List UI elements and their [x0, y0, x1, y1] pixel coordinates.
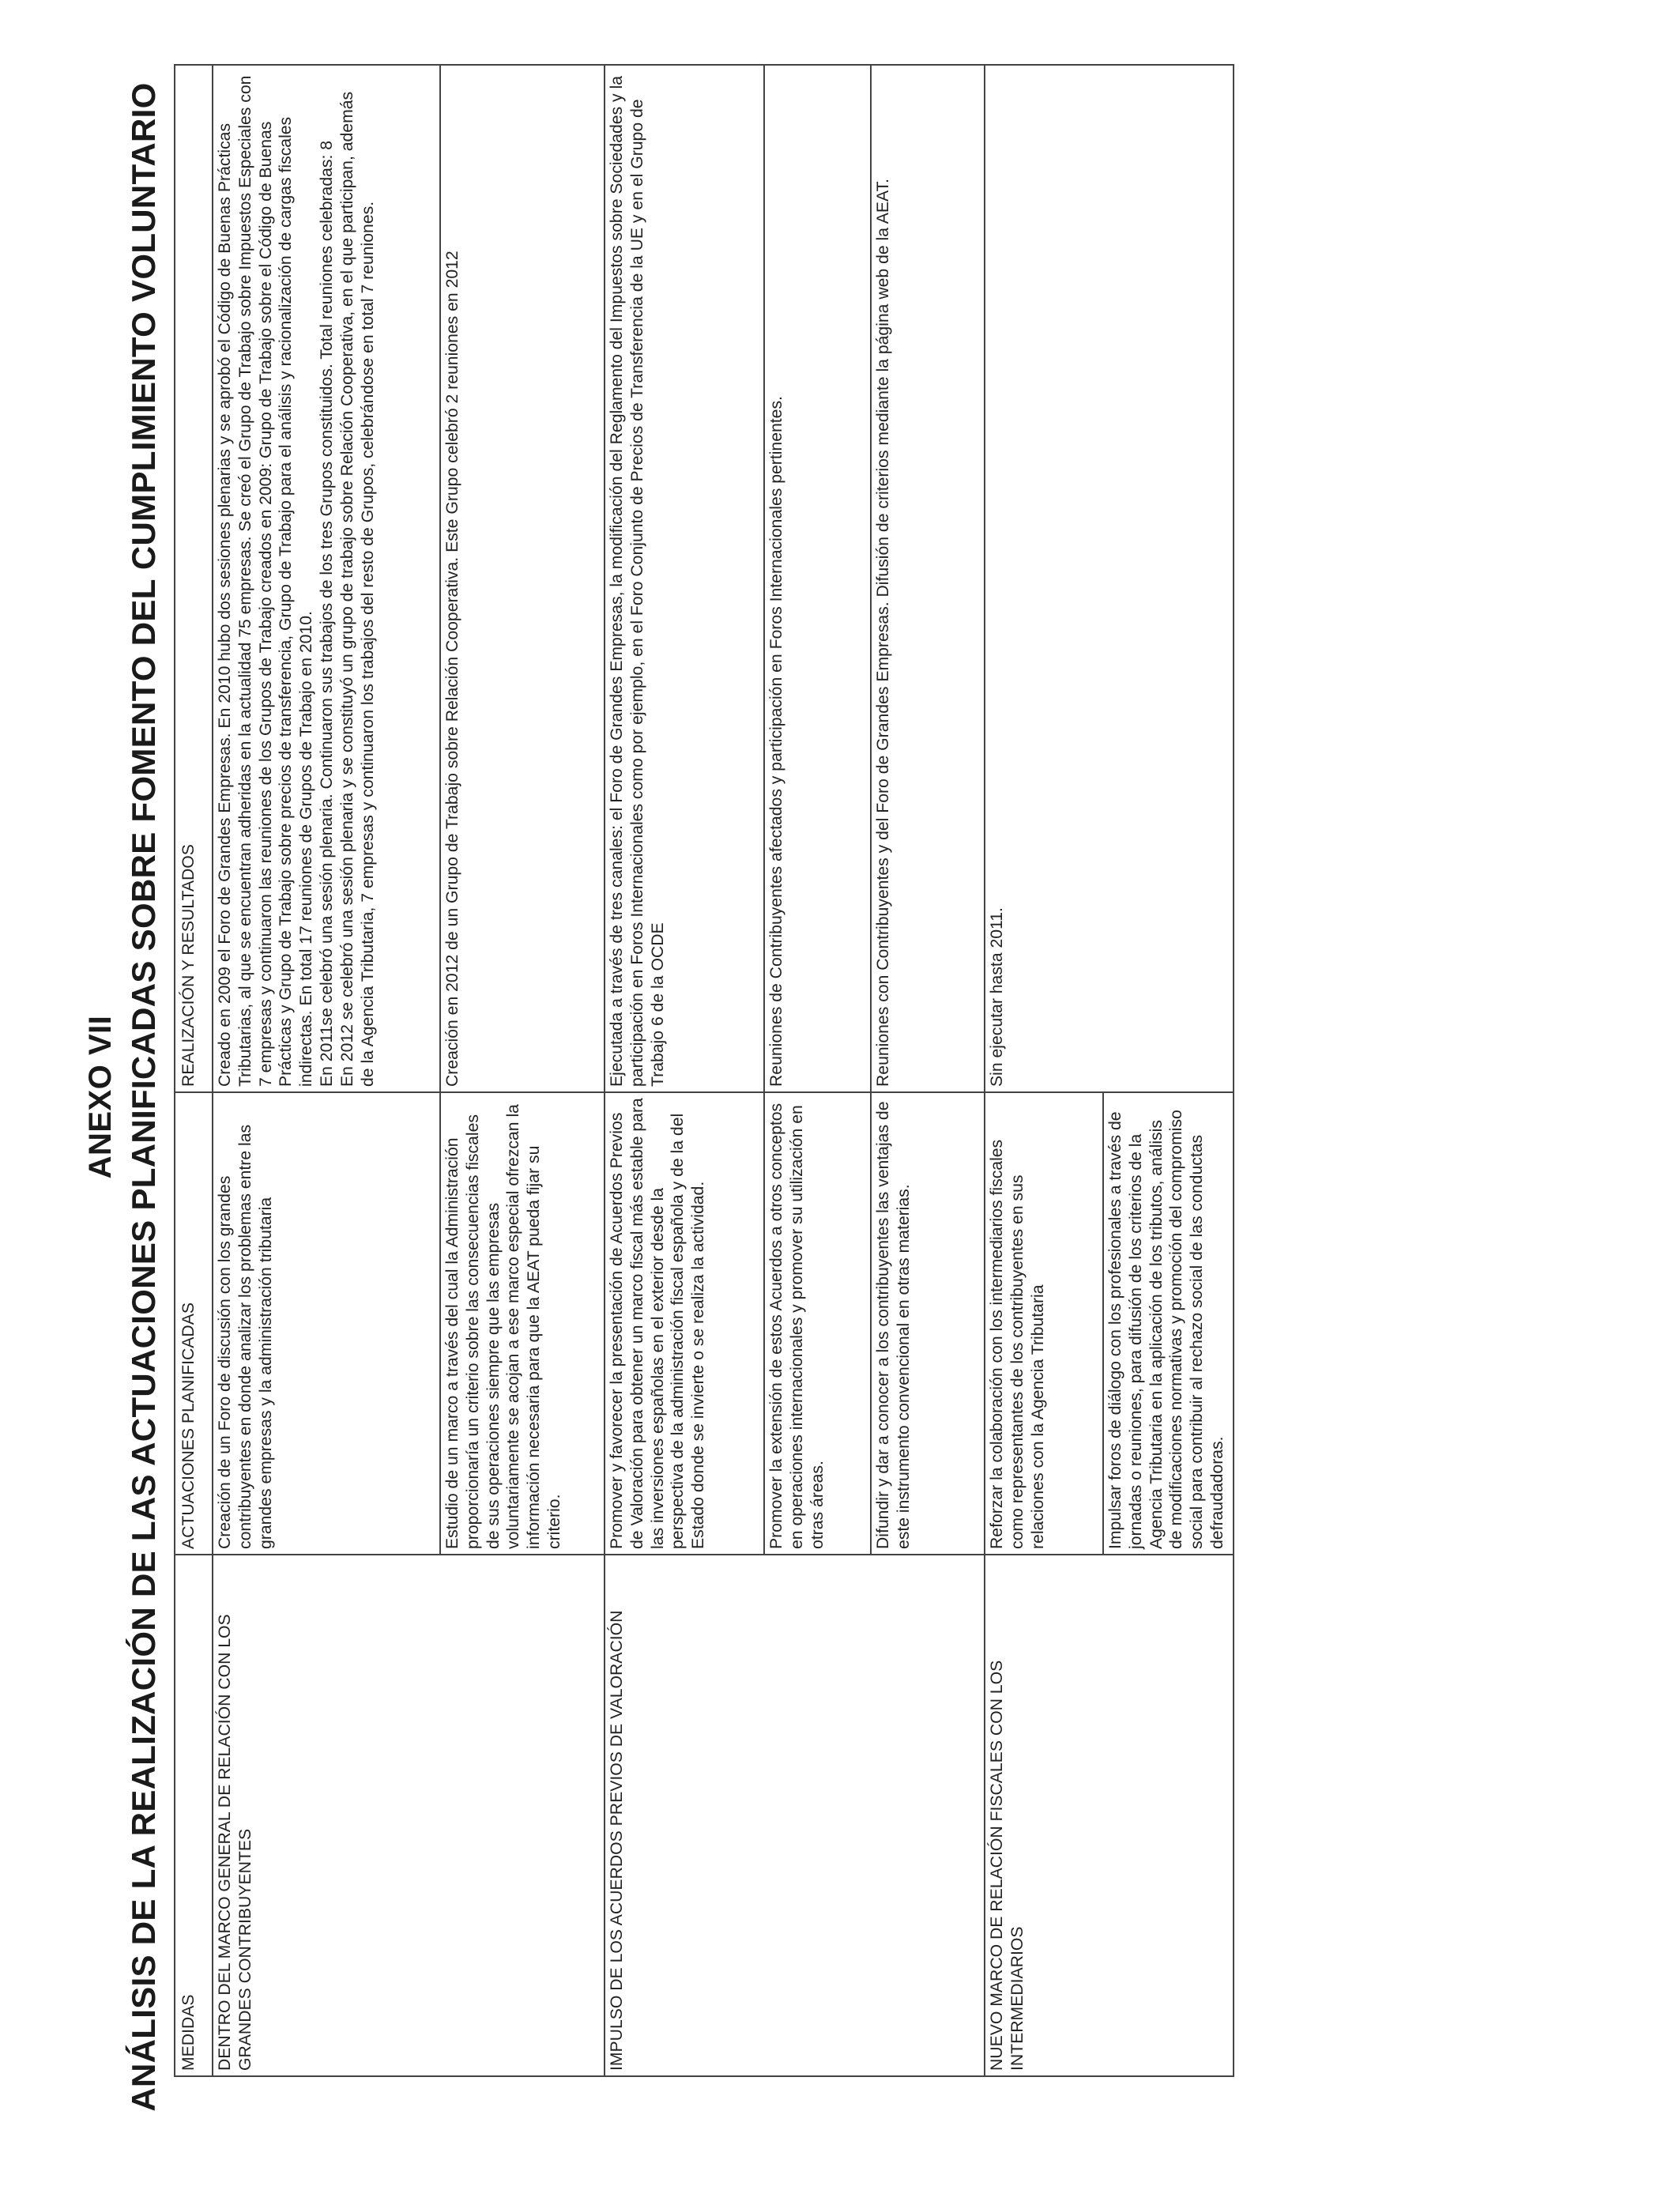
column-header-results: REALIZACIÓN Y RESULTADOS [175, 65, 213, 1092]
result-cell: Ejecutada a través de tres canales: el Foro de Grandes Empresas, la modificación del Reglamento del Impuestos sobre Sociedades y la participación en Foros Internacionales como por ejemplo, en el Foro Conjunto de Precios de Transferencia de la UE y en el Grupo de Trabajo 6 de la OCDE [605, 65, 764, 1092]
column-header-measures: MEDIDAS [175, 1555, 213, 2076]
action-cell: Promover y favorecer la presentación de Acuerdos Previos de Valoración para obtener un marco fiscal más estable para las inversiones españolas en el exterior desde la perspectiva de la administración fiscal española y de la del Estado donde se invierte o se realiza la actividad. [605, 1092, 764, 1555]
result-cell: Creado en 2009 el Foro de Grandes Empresas. En 2010 hubo dos sesiones plenarias y se aprobó el Código de Buenas Prácticas Tributarias, al que se encuentran adheridas en la actualidad 75 empresas. Se creó el Grupo de Trabajo sobre Impuestos Especiales con 7 empresas y continuaron las reuniones de los Grupos de Trabajo creados en 2009: Grupo de Trabajo sobre el Código de Buenas Prácticas y Grupo de Trabajo sobre precios de transferencia, Grupo de Trabajo para el análisis y racionalización de cargas fiscales indirectas. En total 17 reuniones de Grupos de Trabajo en 2010. En 2011se celebró una sesión plenaria. Continuaron sus trabajos de los tres Grupos constituidos. Total reuniones celebradas: 8 En 2012 se celebró una sesión plenaria y se constituyó un grupo de trabajo sobre Relación Cooperativa, en el que participan, además de la Agencia Tributaria, 7 empresas y continuaron los trabajos del resto de Grupos, celebrándose en total 7 reuniones. [213, 65, 440, 1092]
annex-title: ANEXO VII [83, 1015, 118, 1179]
action-cell: Estudio de un marco a través del cual la Administración proporcionaría un criterio sobre las consecuencias fiscales de sus operaciones siempre que las empresas voluntariamente se acojan a ese marco especial ofrezcan la información necesaria para que la AEAT pueda fijar su criterio. [440, 1092, 605, 1555]
table-row [985, 65, 1103, 2076]
result-cell: Reuniones de Contribuyentes afectados y participación en Foros Internacionales pertinentes. [764, 65, 871, 1092]
result-cell: Creación en 2012 de un Grupo de Trabajo sobre Relación Cooperativa. Este Grupo celebró 2 reuniones en 2012 [440, 65, 605, 1092]
column-header-planned-actions: ACTUACIONES PLANIFICADAS [175, 1092, 213, 1555]
table-row [213, 65, 440, 2076]
action-cell: Difundir y dar a conocer a los contribuyentes las ventajas de este instrumento convencional en otras materias. [871, 1092, 985, 1555]
table-row [605, 65, 764, 2076]
table-header-row [175, 65, 213, 2076]
measure-cell: NUEVO MARCO DE RELACIÓN FISCALES CON LOS INTERMEDIARIOS [985, 1555, 1234, 2076]
measure-cell: IMPULSO DE LOS ACUERDOS PREVIOS DE VALORACIÓN [605, 1555, 985, 2076]
document-title: ANÁLISIS DE LA REALIZACIÓN DE LAS ACTUACIONES PLANIFICADAS SOBRE FOMENTO DEL CUMPLIMIENTO VOLUNTARIO [125, 82, 162, 2112]
measure-cell: DENTRO DEL MARCO GENERAL DE RELACIÓN CON LOS GRANDES CONTRIBUYENTES [213, 1555, 605, 2076]
action-cell: Promover la extensión de estos Acuerdos a otros conceptos en operaciones internacionales y promover su utilización en otras áreas. [764, 1092, 871, 1555]
action-cell: Creación de un Foro de discusión con los grandes contribuyentes en donde analizar los problemas entre las grandes empresas y la administración tributaria [213, 1092, 440, 1555]
action-cell: Impulsar foros de diálogo con los profesionales a través de jornadas o reuniones, para difusión de los criterios de la Agencia Tributaria en la aplicación de los tributos, análisis de modificaciones normativas y promoción del compromiso social para contribuir al rechazo social de las conductas defraudadoras. [1103, 1092, 1234, 1555]
result-cell: Reuniones con Contribuyentes y del Foro de Grandes Empresas. Difusión de criterios mediante la página web de la AEAT. [871, 65, 985, 1092]
result-cell: Sin ejecutar hasta 2011. [985, 65, 1234, 1092]
measures-table [174, 64, 1234, 2077]
action-cell: Reforzar la colaboración con los intermediarios fiscales como representantes de los contribuyentes en sus relaciones con la Agencia Tributaria [985, 1092, 1103, 1555]
